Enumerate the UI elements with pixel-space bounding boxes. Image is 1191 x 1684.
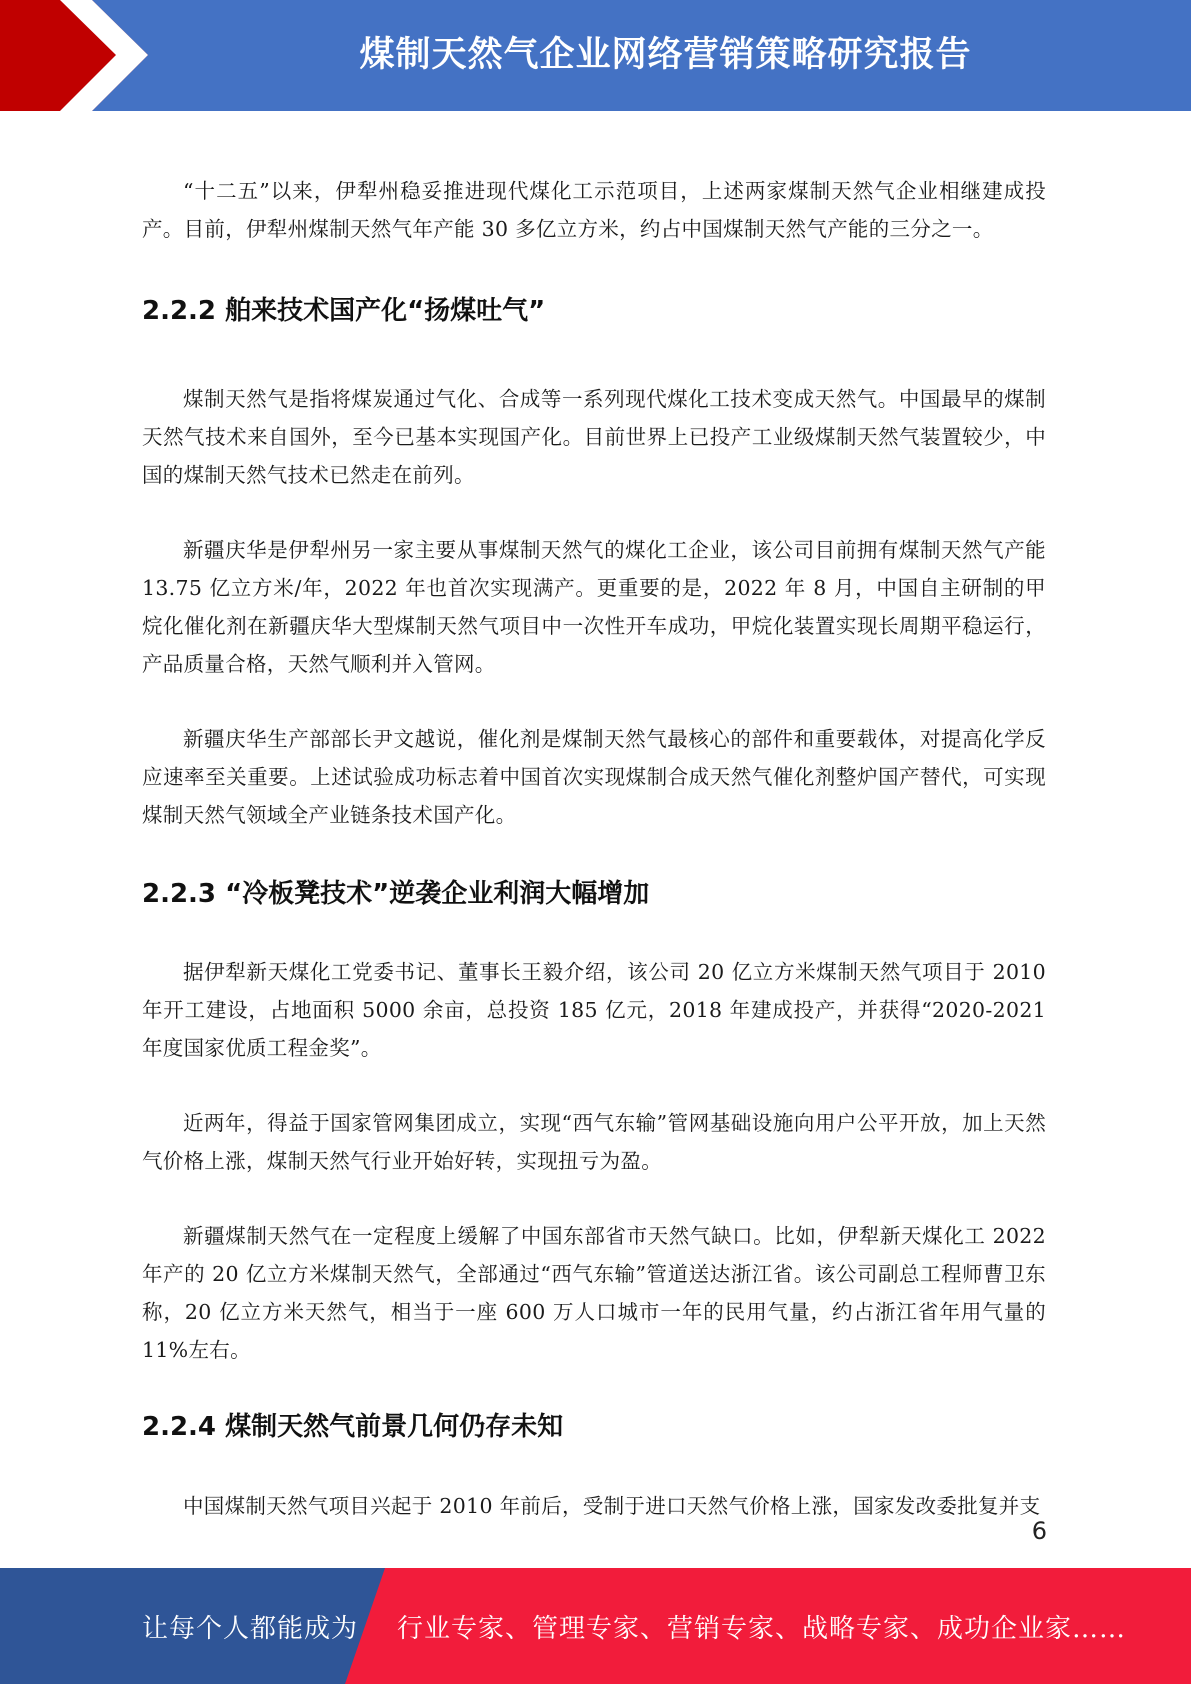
paragraph-east-supply: 新疆煤制天然气在一定程度上缓解了中国东部省市天然气缺口。比如，伊犁新天煤化工 2022 年产的 20 亿立方米煤制天然气，全部通过“西气东输”管道送达浙江省。该公司副总工程师曹卫东称，20 亿立方米天然气，相当于一座 600 万人口城市一年的民用气量，约占浙江省年用气量的 11%左右。 [142, 1224, 1046, 1362]
paragraph-intro: “十二五”以来，伊犁州稳妥推进现代煤化工示范项目，上述两家煤制天然气企业相继建成投产。目前，伊犁州煤制天然气年产能 30 多亿立方米，约占中国煤制天然气产能的三分之一。 [142, 179, 1046, 241]
paragraph-qinghua: 新疆庆华是伊犁州另一家主要从事煤制天然气的煤化工企业，该公司目前拥有煤制天然气产能 13.75 亿立方米/年，2022 年也首次实现满产。更重要的是，2022 年 8 月，中国自主研制的甲烷化催化剂在新疆庆华大型煤制天然气项目中一次性开车成功，甲烷化装置实现长周期平稳运行，产品质量合格，天然气顺利并入管网。 [142, 538, 1046, 676]
paragraph-catalyst: 新疆庆华生产部部长尹文越说，催化剂是煤制天然气最核心的部件和重要载体，对提高化学反应速率至关重要。上述试验成功标志着中国首次实现煤制合成天然气催化剂整炉国产替代，可实现煤制天然气领域全产业链条技术国产化。 [142, 727, 1046, 827]
footer-slogan-left: 让每个人都能成为 [142, 1613, 359, 1644]
paragraph-outlook: 中国煤制天然气项目兴起于 2010 年前后，受制于进口天然气价格上涨，国家发改委批复并支 [183, 1494, 1041, 1518]
page-title: 煤制天然气企业网络营销策略研究报告 [359, 35, 972, 75]
paragraph-technology: 煤制天然气是指将煤炭通过气化、合成等一系列现代煤化工技术变成天然气。中国最早的煤制天然气技术来自国外，至今已基本实现国产化。目前世界上已投产工业级煤制天然气装置较少，中国的煤制天然气技术已然走在前列。 [142, 387, 1046, 487]
footer-band [0, 1568, 1191, 1684]
document-body [142, 172, 1046, 1525]
section-heading-2-2-4: 2.2.4 煤制天然气前景几何仍存未知 [142, 1412, 564, 1442]
page-number: 6 [1031, 1517, 1047, 1545]
section-heading-2-2-3: 2.2.3 “冷板凳技术”逆袭企业利润大幅增加 [142, 879, 650, 909]
paragraph-turnaround: 近两年，得益于国家管网集团成立，实现“西气东输”管网基础设施向用户公平开放，加上天然气价格上涨，煤制天然气行业开始好转，实现扭亏为盈。 [142, 1111, 1046, 1173]
footer-slogan-right: 行业专家、管理专家、营销专家、战略专家、成功企业家…… [397, 1613, 1127, 1644]
header-band [0, 0, 1191, 111]
paragraph-xintian: 据伊犁新天煤化工党委书记、董事长王毅介绍，该公司 20 亿立方米煤制天然气项目于 2010 年开工建设，占地面积 5000 余亩，总投资 185 亿元，2018 年建成投产，并获得“2020-2021 年度国家优质工程金奖”。 [142, 960, 1046, 1060]
section-heading-2-2-2: 2.2.2 舶来技术国产化“扬煤吐气” [142, 296, 546, 326]
